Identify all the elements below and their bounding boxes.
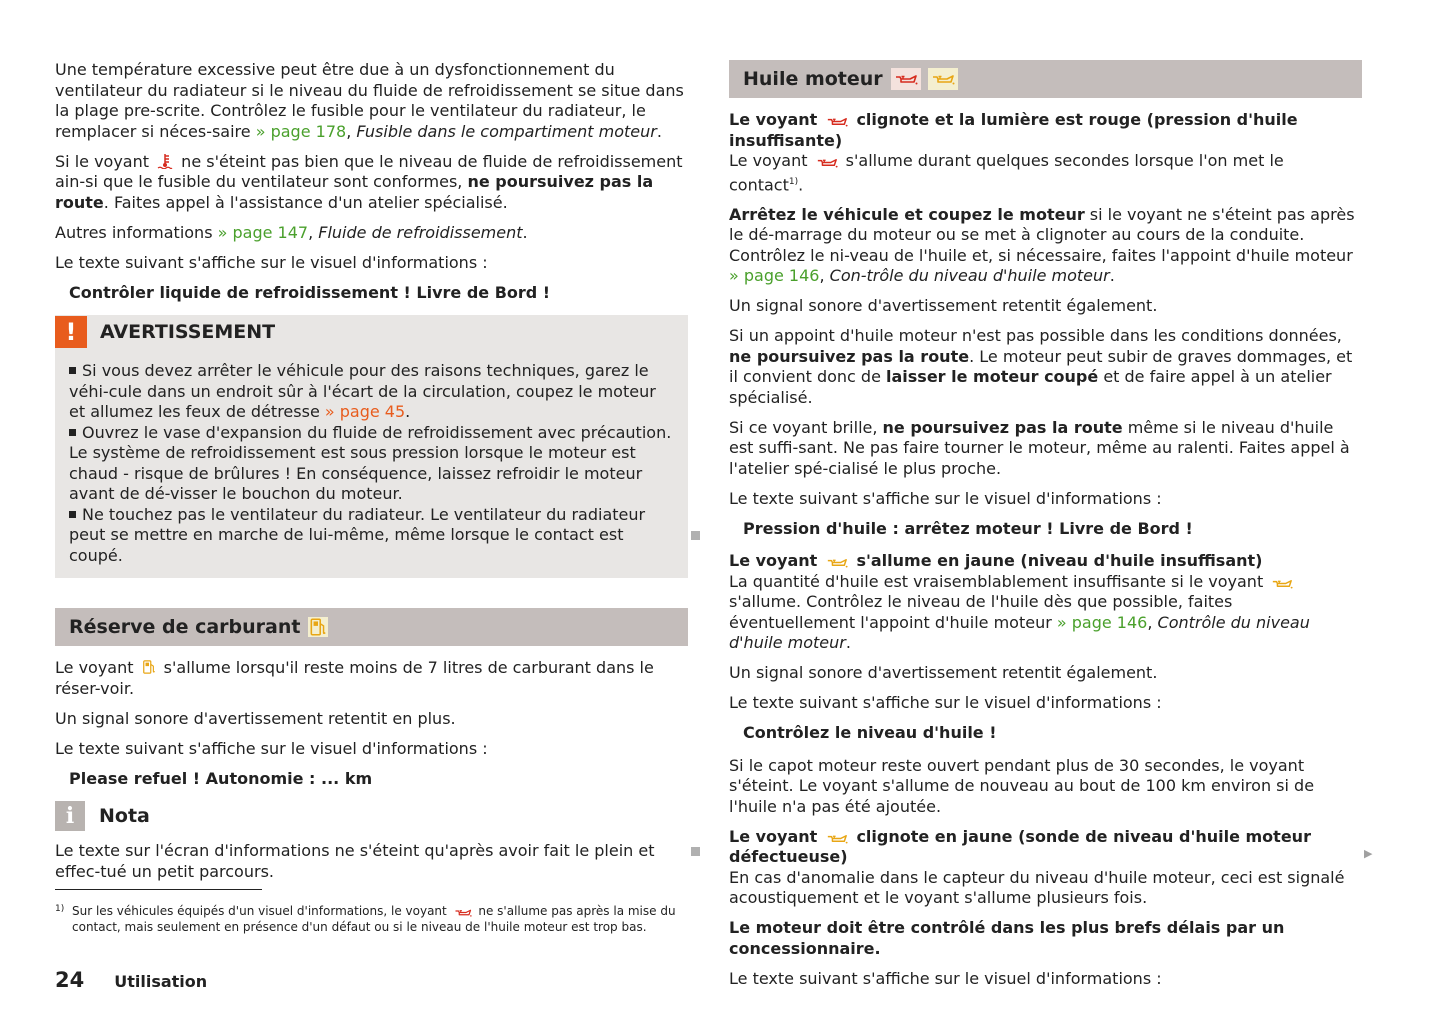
paragraph-oil-display-intro-3: Le texte suivant s'affiche sur le visuel d'informations : (729, 968, 1162, 988)
paragraph-stop-vehicle: Arrêtez le véhicule et coupez le moteur si le voyant ne s'éteint pas après le dé-marrage du moteur ou se met à clignoter au cours de la conduite. Contrôlez le ni-veau de l'huile et, si nécessaire, faites l'appoint d'huile moteur » page 146, Con-trôle du niveau d'huile moteur. (729, 204, 1355, 286)
oil-level-yellow-icon (826, 833, 848, 844)
link-page-178[interactable]: » page 178 (255, 121, 347, 141)
paragraph-no-refill: Si un appoint d'huile moteur n'est pas possible dans les conditions données, ne poursuivez pas la route. Le moteur peut subir de graves dommages, et il convient donc de laisser le moteur coupé et de faire appel à un atelier spécialisé. (729, 326, 1353, 407)
paragraph-more-info: Autres informations » page 147, Fluide de refroidissement. (55, 222, 528, 242)
right-column (729, 60, 1362, 999)
display-message-oil-level: Contrôlez le niveau d'huile ! (743, 723, 997, 743)
section-end-marker (691, 847, 700, 856)
nota-text: Le texte sur l'écran d'informations ne s'éteint qu'après avoir fait le plein et effec-tué un petit parcours. (55, 841, 655, 881)
paragraph-oil-signal: Un signal sonore d'avertissement retentit également. (729, 296, 1158, 316)
link-page-45[interactable]: » page 45 (324, 402, 406, 421)
chapter-label: Utilisation (114, 972, 208, 991)
paragraph-display-intro: Le texte suivant s'affiche sur le visuel d'informations : (55, 252, 488, 272)
section-header-fuel: Réserve de carburant (55, 608, 688, 646)
page-footer (55, 968, 207, 992)
page-number: 24 (55, 968, 85, 992)
paragraph-fuel-display-intro: Le texte suivant s'affiche sur le visuel d'informations : (55, 738, 488, 758)
paragraph-lamp-on: Si ce voyant brille, ne poursuivez pas la route même si le niveau d'huile est suffi-sant. Ne pas faire tourner le moteur, même au ralenti. Faites appel à l'atelier spé-cialisé le plus proche. (729, 417, 1350, 478)
nota-title: Nota (99, 805, 150, 827)
section-header-oil: Huile moteur (729, 60, 1362, 98)
section-end-marker (691, 531, 700, 540)
fuel-pump-icon (142, 659, 156, 675)
paragraph-oil-sensor: Le voyant clignote en jaune (sonde de niveau d'huile moteur défectueuse) En cas d'anomalie dans le capteur du niveau d'huile moteur, ceci est signalé acoustiquement et le voyant s'allume plusieurs fois. (729, 826, 1345, 908)
nota-header (55, 801, 688, 831)
paragraph-hood-open: Si le capot moteur reste ouvert pendant plus de 30 secondes, le voyant s'éteint. Le voyant s'allume de nouveau au bout de 100 km environ si de l'huile n'a pas été ajoutée. (729, 755, 1315, 816)
warning-box (55, 315, 688, 578)
oil-pressure-red-icon (816, 157, 838, 168)
oil-pressure-red-icon (454, 908, 472, 917)
link-page-146[interactable]: » page 146 (729, 266, 820, 286)
paragraph-oil-display-intro: Le texte suivant s'affiche sur le visuel d'informations : (729, 488, 1162, 508)
bullet-square-icon (69, 429, 76, 436)
paragraph-fuel-signal: Un signal sonore d'avertissement retentit en plus. (55, 708, 456, 728)
warning-bullet-3: Ne touchez pas le ventilateur du radiateur. Le ventilateur du radiateur peut se mettre en marche de lui-même, même lorsque le contact est coupé. (69, 504, 646, 565)
warning-title: AVERTISSEMENT (100, 321, 276, 343)
paragraph-oil-display-intro-2: Le texte suivant s'affiche sur le visuel d'informations : (729, 693, 1162, 713)
bullet-square-icon (69, 367, 76, 374)
link-page-146[interactable]: » page 146 (1056, 612, 1148, 632)
display-message-coolant: Contrôler liquide de refroidissement ! Livre de Bord ! (69, 282, 551, 302)
paragraph-check-engine: Le moteur doit être contrôlé dans les plus brefs délais par un concessionnaire. (729, 918, 1285, 958)
paragraph-fuel-warning: Le voyant s'allume lorsqu'il reste moins de 7 litres de carburant dans le réser-voir. (55, 658, 654, 698)
continue-arrow-icon: ▶ (1364, 847, 1373, 860)
footnote-divider (55, 889, 262, 890)
link-page-147[interactable]: » page 147 (217, 222, 309, 242)
paragraph-oil-signal-2: Un signal sonore d'avertissement retentit également. (729, 663, 1158, 683)
display-message-fuel: Please refuel ! Autonomie : ... km (69, 768, 373, 788)
paragraph-oil-red: Le voyant clignote et la lumière est rouge (pression d'huile insuffisante) Le voyant s'allume durant quelques secondes lorsque l'on met le contact$^{1)}$. (729, 110, 1298, 194)
fuel-pump-icon (308, 617, 328, 637)
footnote: 1) Sur les véhicules équipés d'un visuel d'informations, le voyant ne s'allume pas après la mise du contact, mais seulement en présence d'un défaut ou si le niveau de l'huile moteur est trop bas. (55, 904, 676, 934)
warning-bullet-2: Ouvrez le vase d'expansion du fluide de refroidissement avec précaution. Le système de refroidissement est sous pression lorsque le moteur est chaud - risque de brûlures ! En conséquence, laissez refroidir le moteur avant de dé-visser le bouchon du moteur. (69, 422, 672, 503)
paragraph-oil-yellow: Le voyant s'allume en jaune (niveau d'huile insuffisant) La quantité d'huile est vraisemblablement insuffisante si le voyant s'allume. Contrôlez le niveau de l'huile dès que possible, faites éventuellement l'appoint d'huile moteur » page 146, Contrôle du niveau d'huile moteur. (729, 551, 1310, 653)
paragraph-excess-temperature: Une température excessive peut être due à un dysfonctionnement du ventilateur du radiateur si le niveau du fluide de refroidissement se situe dans la plage pre-scrite. Contrôlez le fusible pour le ventilateur du radiateur, le remplacer si néces-saire » page 178, Fusible dans le compartiment moteur. (55, 60, 684, 141)
oil-pressure-red-icon (826, 116, 848, 127)
exclamation-icon: ! (55, 316, 87, 348)
bullet-square-icon (69, 511, 76, 518)
info-icon: i (55, 801, 85, 831)
oil-pressure-red-icon (891, 68, 921, 90)
oil-level-yellow-icon (928, 68, 958, 90)
coolant-temperature-icon (157, 153, 173, 169)
left-column (55, 60, 688, 892)
warning-header (55, 315, 688, 349)
display-message-oil-pressure: Pression d'huile : arrêtez moteur ! Livre de Bord ! (743, 518, 1193, 538)
warning-bullet-1: Si vous devez arrêter le véhicule pour des raisons techniques, garez le véhi-cule dans un endroit sûr à l'écart de la circulation, coupez le moteur et allumez les feux de détresse » page 45. (69, 361, 656, 421)
paragraph-coolant-warning: Si le voyant ne s'éteint pas bien que le niveau de fluide de refroidissement ain-si que le fusible du ventilateur sont conformes, ne poursuivez pas la route. Faites appel à l'assistance d'un atelier spécialisé. (55, 151, 683, 212)
oil-level-yellow-icon (826, 557, 848, 568)
oil-level-yellow-icon (1271, 578, 1293, 589)
